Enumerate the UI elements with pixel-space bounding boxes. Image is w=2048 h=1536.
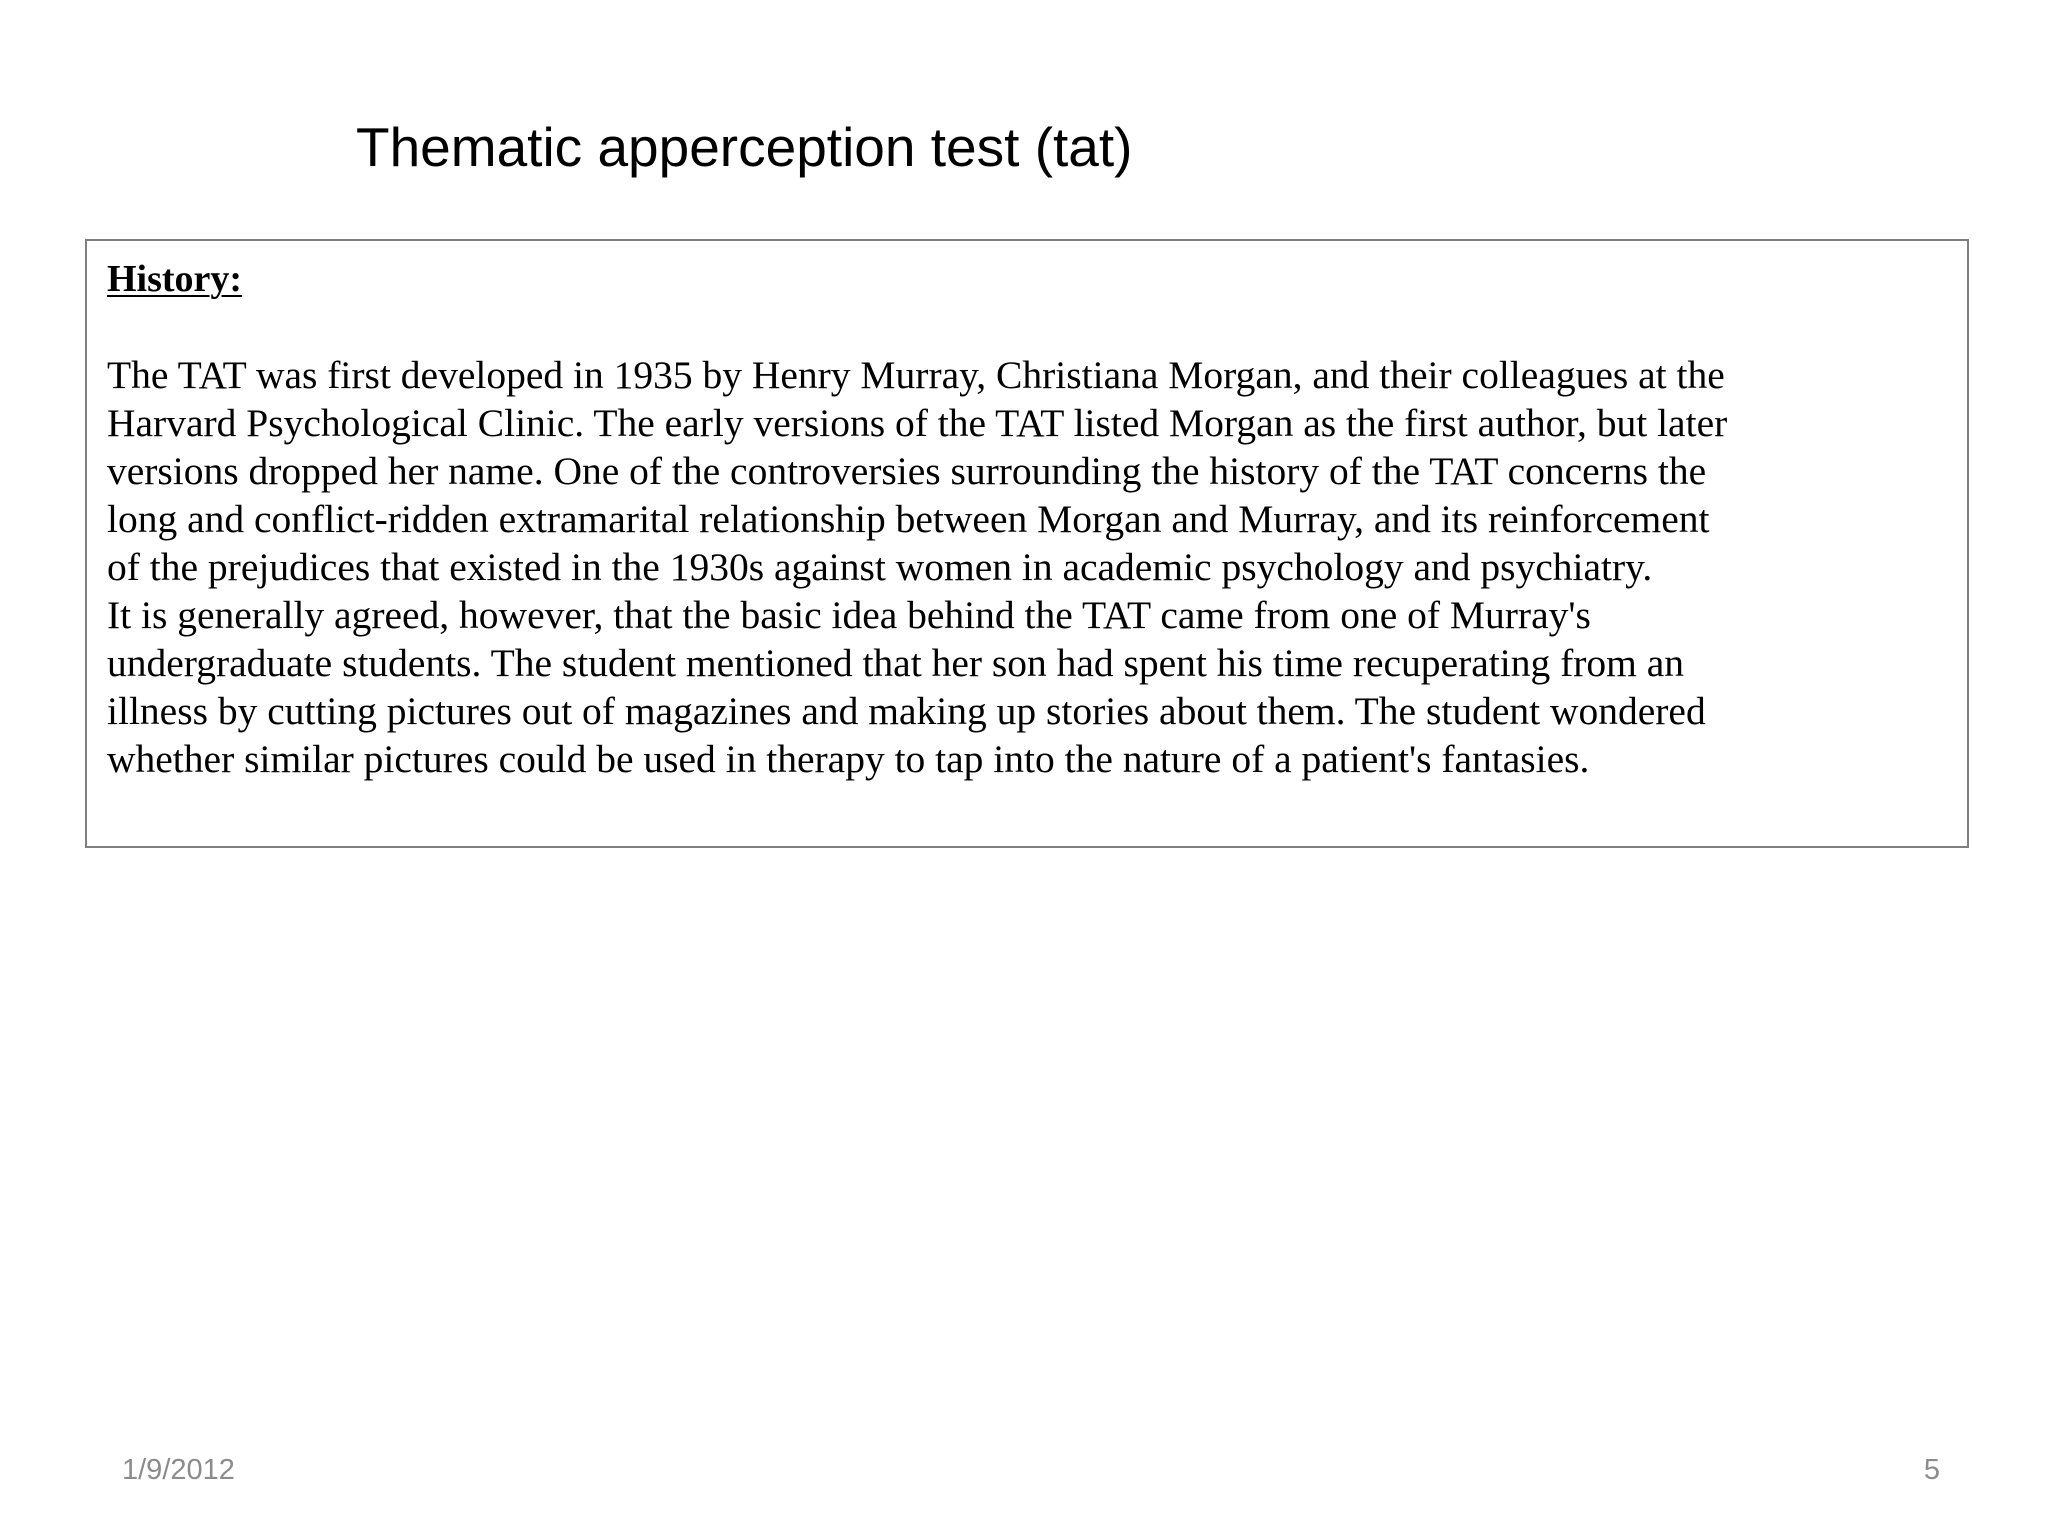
paragraph-line: long and conflict-ridden extramarital relationship between Morgan and Murray, and its reinforcement — [107, 497, 1710, 541]
paragraph-line: It is generally agreed, however, that the basic idea behind the TAT came from one of Murray's — [107, 593, 1591, 637]
history-paragraph — [107, 351, 1967, 783]
section-heading: History: — [107, 258, 243, 300]
paragraph-line: The TAT was first developed in 1935 by Henry Murray, Christiana Morgan, and their colleagues at the — [107, 353, 1725, 397]
paragraph-line: illness by cutting pictures out of magazines and making up stories about them. The student wondered — [107, 689, 1706, 733]
paragraph-line: versions dropped her name. One of the controversies surrounding the history of the TAT concerns the — [107, 449, 1707, 493]
paragraph-line: whether similar pictures could be used in therapy to tap into the nature of a patient's fantasies. — [107, 737, 1590, 781]
paragraph-line: undergraduate students. The student mentioned that her son had spent his time recuperating from an — [107, 641, 1685, 685]
page-number: 5 — [1923, 1454, 1940, 1486]
paragraph-line: of the prejudices that existed in the 1930s against women in academic psychology and psychiatry. — [107, 545, 1653, 589]
paragraph-line: Harvard Psychological Clinic. The early versions of the TAT listed Morgan as the first author, but later — [107, 401, 1728, 445]
content-box — [85, 239, 1969, 848]
footer-date: 1/9/2012 — [122, 1454, 235, 1486]
paragraph-spacer — [107, 303, 1967, 351]
slide-title: Thematic apperception test (tat) — [356, 116, 1133, 178]
